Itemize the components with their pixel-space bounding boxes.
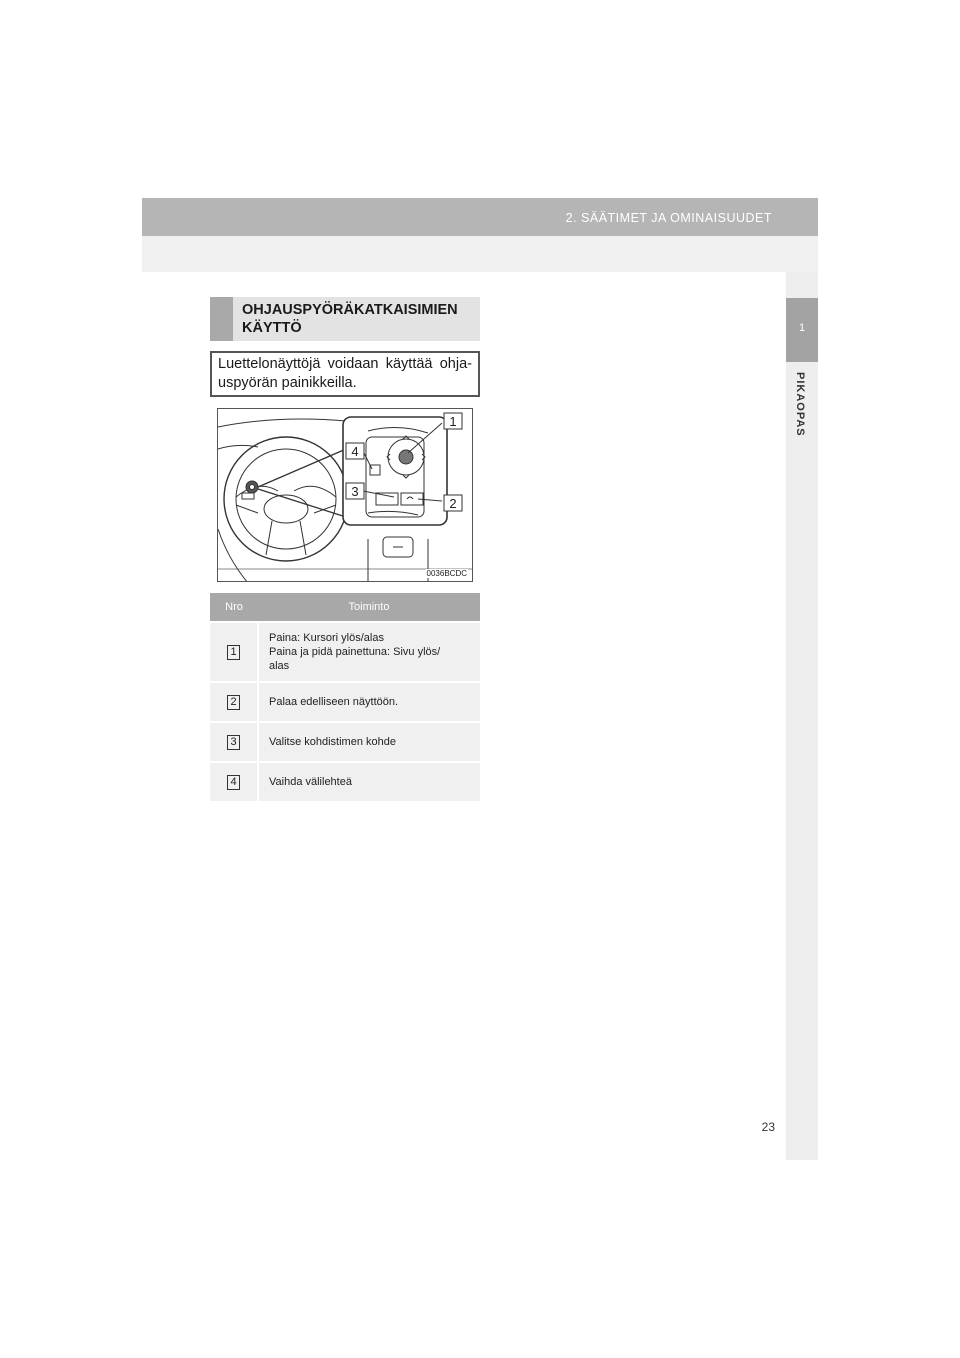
row-line: Palaa edelliseen näyttöön. (269, 696, 399, 708)
row-description (258, 682, 480, 722)
chapter-title: 2. SÄÄTIMET JA OMINAISUUDET (565, 211, 772, 225)
row-line: Paina ja pidä painettuna: Sivu ylös/ (269, 646, 441, 658)
section-title: OHJAUSPYÖRÄKATKAISIMIEN KÄYTTÖ (242, 302, 458, 336)
page-number: 23 (761, 1120, 775, 1134)
column-header-no: Nro (210, 593, 258, 622)
row-number: 4 (227, 775, 240, 790)
section-title-block (210, 297, 480, 341)
side-tab-label: PIKAOPAS (794, 372, 806, 437)
row-line: Valitse kohdistimen kohde (269, 736, 396, 748)
table-row (210, 762, 480, 801)
column-header-function: Toiminto (258, 593, 480, 622)
callout-3: 3 (351, 484, 359, 499)
table-row (210, 622, 480, 682)
row-line: Vaihda välilehteä (269, 776, 352, 788)
callout-1: 1 (449, 414, 457, 429)
callout-4: 4 (351, 444, 359, 459)
row-line: alas (269, 660, 290, 672)
row-number-cell (210, 762, 258, 801)
side-tab-number: 1 (798, 322, 806, 334)
row-line: Paina: Kursori ylös/alas (269, 632, 384, 644)
row-description (258, 762, 480, 801)
row-number-cell (210, 722, 258, 762)
steering-wheel-drawing (218, 409, 473, 582)
section-title-marker (210, 297, 233, 341)
intro-box: Luettelonäyttöjä voidaan käyttää ohja-uspyörän painikkeilla. (210, 351, 480, 397)
chapter-header (142, 198, 818, 236)
row-number-cell (210, 682, 258, 722)
row-number: 2 (227, 695, 240, 710)
figure-code: 0036BCDC (426, 569, 467, 578)
row-description (258, 722, 480, 762)
row-description (258, 622, 480, 682)
subheader-band (142, 236, 818, 272)
side-tab[interactable] (786, 298, 818, 362)
row-number-cell (210, 622, 258, 682)
callout-2: 2 (449, 496, 457, 511)
row-number: 1 (227, 645, 240, 660)
function-table (210, 593, 480, 801)
row-number: 3 (227, 735, 240, 750)
steering-wheel-illustration (217, 408, 473, 582)
table-row (210, 682, 480, 722)
table-row (210, 722, 480, 762)
